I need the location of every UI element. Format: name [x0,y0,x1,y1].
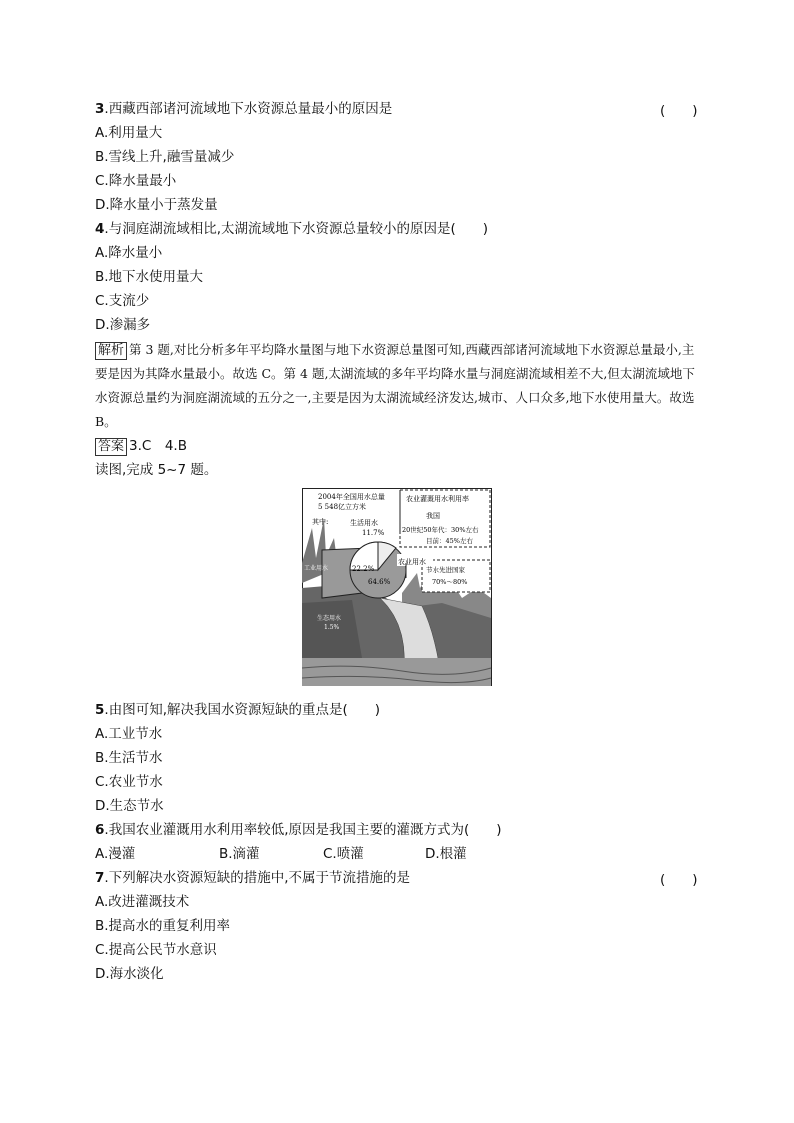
q5-text: .由图可知,解决我国水资源短缺的重点是( ) [104,702,381,718]
box2-line1: 节水先进国家 [426,566,465,574]
figure-title-1: 2004年全国用水总量 [318,493,385,501]
box-title: 农业灌溉用水利用率 [406,495,469,503]
domestic-label: 生活用水 [350,519,378,527]
q7-option-b: B.提高水的重复利用率 [95,918,231,934]
q3-number: 3 [95,101,105,117]
q6-option-b: B.滴灌 [219,846,260,862]
q5-stem [95,700,380,720]
box2-line2: 70%～80% [432,578,468,586]
answer-tag: 答案 [95,438,127,456]
figure-of-which: 其中: [312,518,329,526]
box-now: 目前：45%左右 [426,537,473,545]
ecological-label: 生态用水 [317,615,342,622]
q3-option-b: B.雪线上升,融雪量减少 [95,149,235,165]
answer-text: 3.C 4.B [129,438,187,454]
q3-option-d: D.降水量小于蒸发量 [95,197,218,213]
answer-line [95,436,187,456]
q3-text: .西藏西部诸河流域地下水资源总量最小的原因是 [104,101,393,117]
water-usage-illustration [302,488,492,686]
q6-text: .我国农业灌溉用水利用率较低,原因是我国主要的灌溉方式为( ) [104,822,502,838]
q7-option-d: D.海水淡化 [95,966,164,982]
q5-option-a: A.工业节水 [95,726,163,742]
q4-number: 4 [95,221,105,237]
q5-option-c: C.农业节水 [95,774,163,790]
explanation-text: 第 3 题,对比分析多年平均降水量图与地下水资源总量图可知,西藏西部诸河流域地下水资源总量最小,主要是因为其降水量最小。故选 C。第 4 题,太湖流域的多年平均降水量与洞庭湖流域相差不大,但太湖流域地下水资源总量约为洞庭湖流域的五分之一,主要是因为太湖流域经济发达,城市、人口众多,地下水使用量大。故选 B。 [95,342,695,429]
q6-number: 6 [95,822,105,838]
ecological-value: 1.5% [324,624,340,631]
water-usage-figure [302,488,492,686]
q7-number: 7 [95,870,105,886]
q7-answer-blank: ( ) [660,872,698,888]
q5-number: 5 [95,702,105,718]
agri-label: 农业用水 [398,558,426,566]
q4-option-c: C.支流少 [95,293,150,309]
q7-stem [95,868,410,888]
box-country: 我国 [426,512,440,520]
q5-option-d: D.生态节水 [95,798,164,814]
q3-stem [95,99,392,119]
box-1950s: 20世纪50年代：30%左右 [402,526,479,534]
q4-text: .与洞庭湖流域相比,太湖流域地下水资源总量较小的原因是( ) [104,221,489,237]
figure-title-2: 5 548亿立方米 [318,503,367,511]
q6-option-d: D.根灌 [425,846,467,862]
agricultural-value: 64.6% [368,578,391,586]
q4-option-b: B.地下水使用量大 [95,269,204,285]
domestic-value: 11.7% [362,529,385,537]
q5-option-b: B.生活节水 [95,750,163,766]
q4-option-d: D.渗漏多 [95,317,151,333]
q3-option-a: A.利用量大 [95,125,163,141]
q7-option-a: A.改进灌溉技术 [95,894,190,910]
q6-option-a: A.漫灌 [95,846,136,862]
explanation-tag: 解析 [95,342,127,360]
explanation-block [95,338,700,434]
q3-answer-blank: ( ) [660,103,698,119]
q7-option-c: C.提高公民节水意识 [95,942,217,958]
q6-option-c: C.喷灌 [323,846,364,862]
instruction: 读图,完成 5~7 题。 [95,462,218,478]
q4-option-a: A.降水量小 [95,245,163,261]
industrial-label: 工业用水 [304,565,329,572]
q3-option-c: C.降水量最小 [95,173,177,189]
q6-stem [95,820,502,840]
q7-text: .下列解决水资源短缺的措施中,不属于节流措施的是 [104,870,410,886]
q4-stem [95,219,488,239]
industrial-value: 22.2% [352,565,375,573]
